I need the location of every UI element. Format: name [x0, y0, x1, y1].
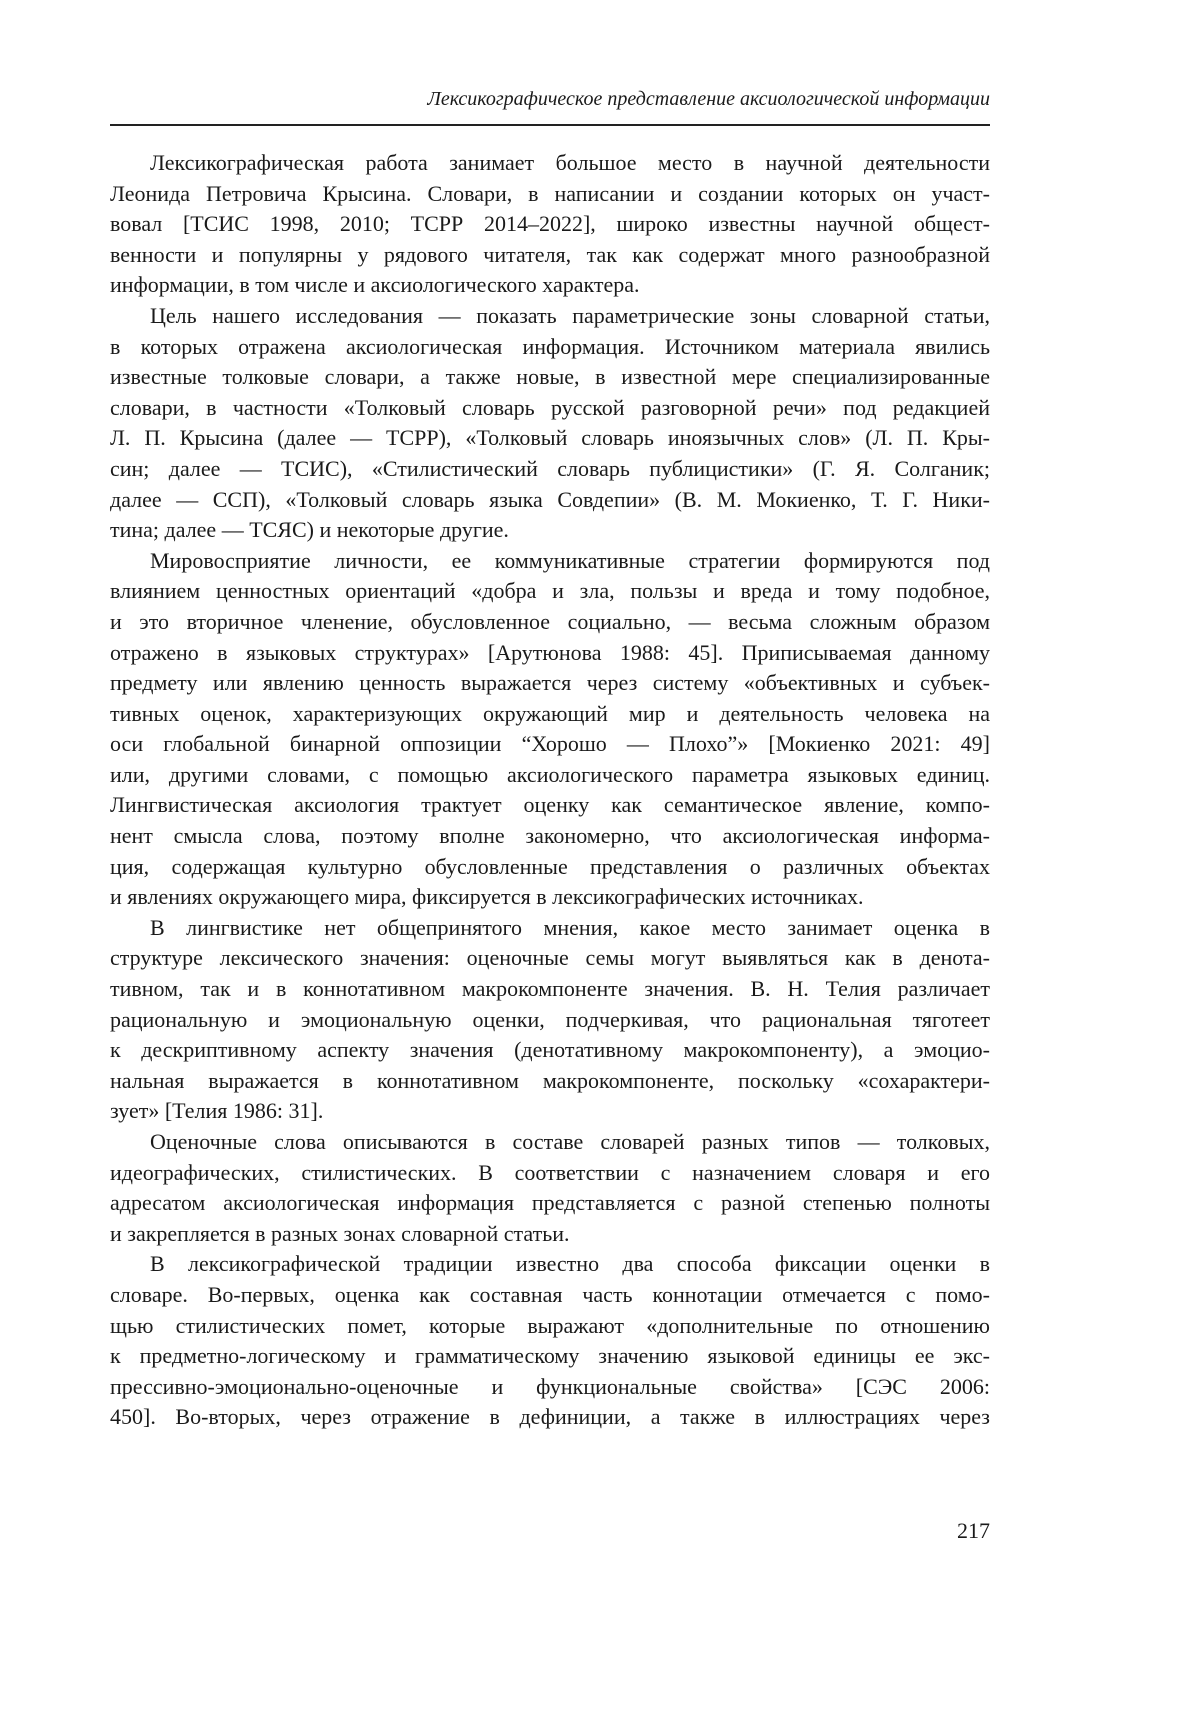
running-head: Лексикографическое представление аксиологической информации — [427, 88, 990, 110]
text-line: вовал [ТСИС 1998, 2010; ТСРР 2014–2022], широко известны научной общест- — [110, 211, 990, 237]
text-line: или, другими словами, с помощью аксиологического параметра языковых единиц. — [110, 761, 990, 787]
text-line: идеографических, стилистических. В соответствии с назначением словаря и его — [110, 1159, 990, 1185]
text-line: структуре лексического значения: оценочные семы могут выявляться как в денота- — [110, 945, 990, 971]
text-line: В лингвистике нет общепринятого мнения, какое место занимает оценка в — [150, 914, 990, 940]
text-line: отражено в языковых структурах» [Арутюнова 1988: 45]. Приписываемая данному — [110, 639, 990, 665]
text-line: 450]. Во-вторых, через отражение в дефиниции, а также в иллюстрациях через — [110, 1404, 990, 1430]
header-rule — [110, 124, 990, 126]
text-line: и это вторичное членение, обусловленное социально, — весьма сложным образом — [110, 608, 990, 634]
paragraph — [110, 301, 990, 546]
text-line: тивных оценок, характеризующих окружающий мир и деятельность человека на — [110, 700, 990, 726]
body-text — [110, 148, 990, 1433]
page-number: 217 — [957, 1518, 990, 1543]
paragraph — [110, 1127, 990, 1249]
paragraph — [110, 546, 990, 913]
text-line: щью стилистических помет, которые выражают «дополнительные по отношению — [110, 1312, 990, 1338]
text-line: Оценочные слова описываются в составе словарей разных типов — толковых, — [150, 1129, 990, 1154]
text-line: ция, содержащая культурно обусловленные представления о различных объектах — [110, 853, 990, 879]
paragraph — [110, 148, 990, 301]
text-line: словаре. Во-первых, оценка как составная часть коннотации отмечается с помо- — [110, 1281, 990, 1307]
text-line: и закрепляется в разных зонах словарной статьи. — [110, 1220, 570, 1246]
text-line: венности и популярны у рядового читателя, так как содержат много разнообразной — [110, 241, 990, 267]
text-line: прессивно-эмоционально-оценочные и функциональные свойства» [СЭС 2006: — [110, 1373, 990, 1399]
text-line: адресатом аксиологическая информация представляется с разной степенью полноты — [110, 1190, 990, 1216]
text-line: нальная выражается в коннотативном макрокомпоненте, поскольку «сохарактери- — [110, 1067, 990, 1093]
text-line: тина; далее — ТСЯС) и некоторые другие. — [110, 517, 509, 543]
text-line: к предметно-логическому и грамматическому значению языковой единицы ее экс- — [110, 1343, 990, 1369]
text-line: информации, в том числе и аксиологического характера. — [110, 272, 640, 298]
text-line: предмету или явлению ценность выражается через систему «объективных и субъек- — [110, 670, 990, 696]
text-line: известные толковые словари, а также новые, в известной мере специализированные — [110, 364, 990, 390]
text-line: далее — ССП), «Толковый словарь языка Совдепии» (В. М. Мокиенко, Т. Г. Ники- — [110, 486, 990, 512]
text-line: к дескриптивному аспекту значения (денотативному макрокомпоненту), а эмоцио- — [110, 1037, 990, 1063]
text-line: Цель нашего исследования — показать параметрические зоны словарной статьи, — [150, 302, 990, 328]
text-line: рациональную и эмоциональную оценки, подчеркивая, что рациональная тяготеет — [110, 1006, 990, 1032]
paragraph — [110, 913, 990, 1127]
text-line: в которых отражена аксиологическая информация. Источником материала явились — [110, 333, 990, 359]
text-line: син; далее — ТСИС), «Стилистический словарь публицистики» (Г. Я. Солганик; — [110, 455, 990, 481]
text-line: и явлениях окружающего мира, фиксируется в лексикографических источниках. — [110, 884, 864, 910]
text-line: Мировосприятие личности, ее коммуникативные стратегии формируются под — [150, 547, 990, 573]
text-line: нент смысла слова, поэтому вполне закономерно, что аксиологическая информа- — [110, 823, 990, 849]
text-line: словари, в частности «Толковый словарь русской разговорной речи» под редакцией — [110, 394, 990, 420]
text-line: зует» [Телия 1986: 31]. — [110, 1098, 324, 1124]
text-line: Лингвистическая аксиология трактует оценку как семантическое явление, компо- — [110, 792, 990, 818]
text-line: Л. П. Крысина (далее — ТСРР), «Толковый словарь иноязычных слов» (Л. П. Кры- — [110, 425, 990, 451]
text-line: В лексикографической традиции известно два способа фиксации оценки в — [150, 1251, 990, 1277]
text-line: оси глобальной бинарной оппозиции “Хорошо — Плохо”» [Мокиенко 2021: 49] — [110, 731, 990, 757]
text-line: тивном, так и в коннотативном макрокомпоненте значения. В. Н. Телия различает — [110, 976, 990, 1002]
paragraph — [110, 1249, 990, 1433]
text-line: Лексикографическая работа занимает большое место в научной деятельности — [150, 150, 990, 175]
text-line: Леонида Петровича Крысина. Словари, в написании и создании которых он участ- — [110, 180, 990, 206]
text-line: влиянием ценностных ориентаций «добра и зла, пользы и вреда и тому подобное, — [110, 578, 990, 604]
